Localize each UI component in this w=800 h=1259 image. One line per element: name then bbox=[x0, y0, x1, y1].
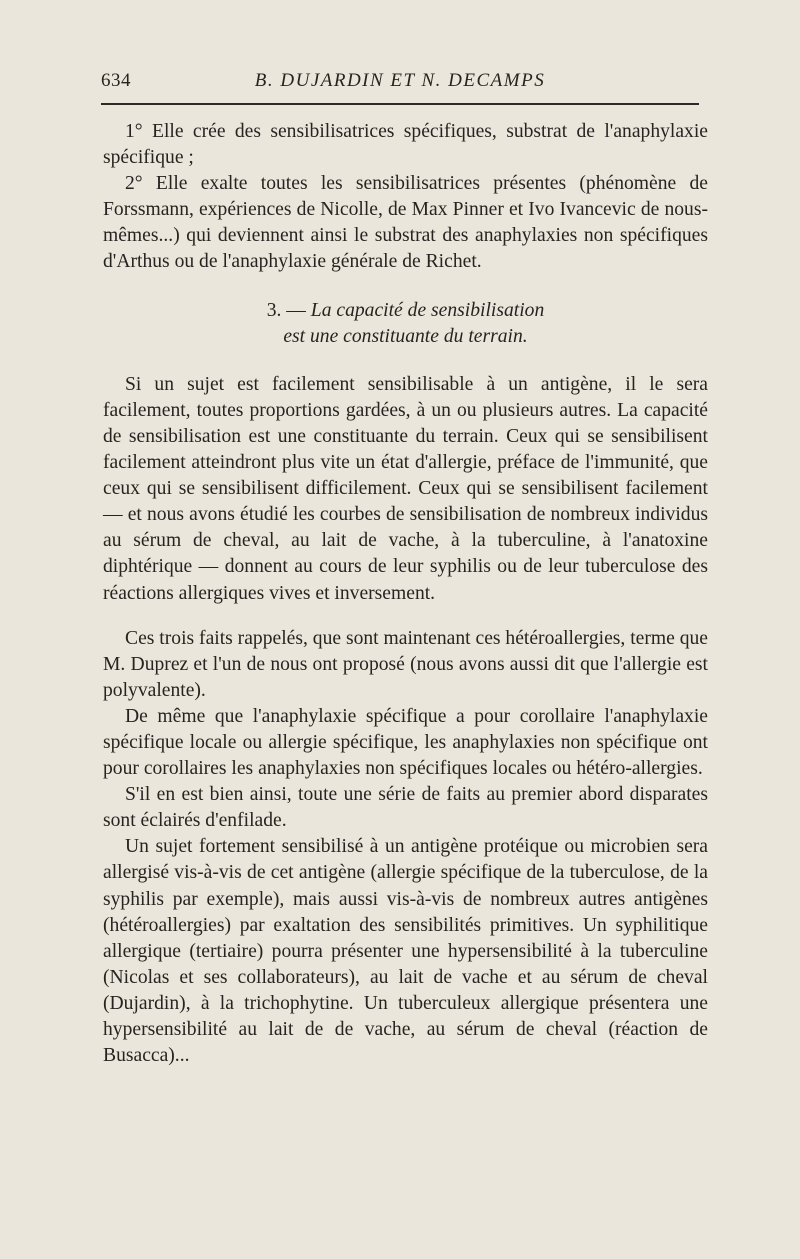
section-title-1: La capacité de sensibilisation bbox=[310, 299, 545, 321]
list-item-2: 2° Elle exalte toutes les sensibilisatrices présentes (phénomène de Forssmann, expériences de Nicolle, de Max Pinner et Ivo Ivancevic de nous-mêmes...) qui deviennent ainsi le substrat des anaphylaxies non spécifiques d'Arthus ou de l'anaphylaxie générale de Richet. bbox=[103, 173, 708, 273]
section-heading-line-1 bbox=[103, 298, 708, 324]
paragraph-3: De même que l'anaphylaxie spécifique a pour corollaire l'anaphylaxie spécifique locale ou allergie spécifique, les anaphylaxies non spécifique ont pour corollaires les anaphylaxies non spécifiques locales ou hétéro-allergies. bbox=[103, 705, 708, 780]
paragraph-5: Un sujet fortement sensibilisé à un antigène protéique ou microbien sera allergisé vis-à-vis de cet antigène (allergie spécifique de la tuberculose, de la syphilis par exemple), mais aussi vis-à-vis de nombreux autres antigènes (hétéroallergies) par exaltation des sensibilités primitives. Un syphilitique allergique (tertiaire) pourra présenter une hypersensibilité à la tuberculine (Nicolas et ses collaborateurs), au lait de vache et au sérum de cheval (Dujardin), à la trichophytine. Un tuberculeux allergique présentera une hypersensibilité au lait de de vache, au sérum de cheval (réaction de Busacca)... bbox=[103, 836, 708, 1067]
section-title-2: est une constituante du terrain. bbox=[283, 325, 528, 347]
running-title: B. DUJARDIN ET N. DECAMPS bbox=[254, 70, 546, 91]
page-body bbox=[103, 119, 708, 1069]
page-number: 634 bbox=[101, 70, 131, 91]
list-item-1: 1° Elle crée des sensibilisatrices spécifiques, substrat de l'anaphylaxie spécifique ; bbox=[103, 121, 708, 169]
paragraph-4: S'il en est bien ainsi, toute une série de faits au premier abord disparates sont éclairés d'enfilade. bbox=[103, 784, 708, 832]
paragraph-2: Ces trois faits rappelés, que sont maintenant ces hétéroallergies, terme que M. Duprez et l'un de nous ont proposé (nous avons aussi dit que l'allergie est polyvalente). bbox=[103, 627, 708, 701]
paragraph-1: Si un sujet est facilement sensibilisable à un antigène, il le sera facilement, toutes proportions gardées, à un ou plusieurs autres. La capacité de sensibilisation est une constituante du terrain. Ceux qui se sensibilisent facilement atteindront plus vite un état d'allergie, préface de l'immunité, que ceux qui se sensibilisent difficilement. Ceux qui se sensibilisent facilement — et nous avons étudié les courbes de sensibilisation de nombreux individus au sérum de cheval, au lait de vache, à la tuberculine, à l'anatoxine diphtérique — donnent au cours de leur syphilis ou de leur tuberculose des réactions allergiques vives et inversement. bbox=[103, 373, 708, 604]
section-number: 3. — bbox=[266, 299, 306, 321]
header-rule bbox=[101, 103, 699, 105]
section-heading bbox=[103, 298, 708, 350]
page-header bbox=[101, 70, 699, 94]
